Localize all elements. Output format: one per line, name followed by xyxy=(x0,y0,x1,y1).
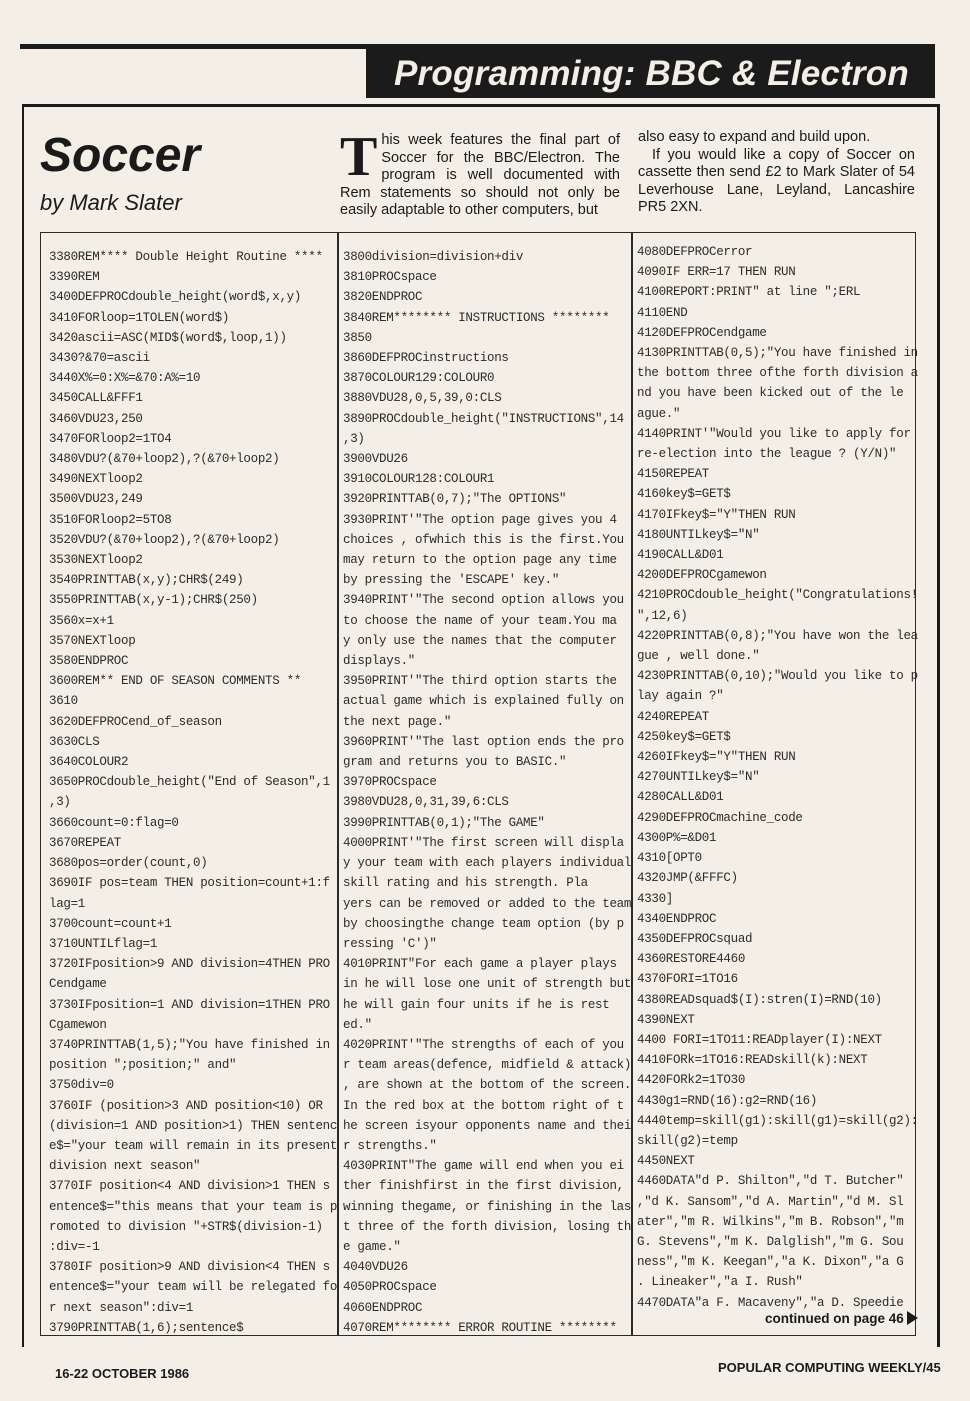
continued-note xyxy=(765,1311,918,1326)
code-line: 4270UNTILkey$="N" xyxy=(637,770,760,785)
code-line: 3470FORloop2=1TO4 xyxy=(49,431,172,446)
code-line: t three of the forth division, losing th xyxy=(343,1219,632,1234)
code-line: :div=-1 xyxy=(49,1239,100,1254)
intro-column-2 xyxy=(638,129,915,217)
code-line: 4180UNTILkey$="N" xyxy=(637,527,760,542)
code-line: 3690IF pos=team THEN position=count+1:f xyxy=(49,876,330,891)
code-line: 3630CLS xyxy=(49,734,100,749)
code-line: by pressing the 'ESCAPE' key." xyxy=(343,573,560,588)
code-line: 3460VDU23,250 xyxy=(49,411,143,426)
code-line: (division=1 AND position>1) THEN sentenc xyxy=(49,1118,338,1133)
code-line: ther finishfirst in the first division, xyxy=(343,1179,624,1194)
code-line: 4050PROCspace xyxy=(343,1280,437,1295)
code-line: 4360RESTORE4460 xyxy=(637,952,746,967)
code-line: 4020PRINT'"The strengths of each of you xyxy=(343,1037,624,1052)
code-line: r team areas(defence, midfield & attack) xyxy=(343,1058,632,1073)
code-line: 4100REPORT:PRINT" at line ";ERL xyxy=(637,285,861,300)
code-line: ed." xyxy=(343,1017,372,1032)
code-line: skill(g2)=temp xyxy=(637,1133,738,1148)
code-line: 3520VDU?(&70+loop2),?(&70+loop2) xyxy=(49,532,280,547)
code-line: 4150REPEAT xyxy=(637,467,710,482)
footer-page: POPULAR COMPUTING WEEKLY/45 xyxy=(718,1360,941,1375)
code-line: 4320JMP(&FFFC) xyxy=(637,871,738,886)
code-line: 4000PRINT'"The first screen will displa xyxy=(343,835,624,850)
code-line: division next season" xyxy=(49,1159,201,1174)
listing-column-1 xyxy=(49,247,339,1338)
code-line: 3380REM**** Double Height Routine **** xyxy=(49,250,323,264)
code-line: 4450NEXT xyxy=(637,1154,695,1169)
code-line: y only use the names that the computer xyxy=(343,633,617,648)
code-line: 4460DATA"d P. Shilton","d T. Butcher" xyxy=(637,1174,904,1189)
code-line: 3480VDU?(&70+loop2),?(&70+loop2) xyxy=(49,452,280,467)
code-line: r strengths." xyxy=(343,1138,437,1153)
code-line: 4210PROCdouble_height("Congratulations! xyxy=(637,588,918,603)
code-line: e game." xyxy=(343,1239,401,1254)
code-line: 4220PRINTTAB(0,8);"You have won the lea xyxy=(637,628,918,643)
code-line: 3820ENDPROC xyxy=(343,290,423,305)
code-line: lag=1 xyxy=(49,896,86,911)
code-line: lay again ?" xyxy=(637,689,724,704)
code-line: 3950PRINT'"The third option starts the xyxy=(343,674,617,689)
code-line: skill rating and his strength. Pla xyxy=(343,876,588,891)
code-line: re-election into the league ? (Y/N)" xyxy=(637,447,897,462)
code-line: 3560x=x+1 xyxy=(49,613,114,628)
code-line: 4430g1=RND(16):g2=RND(16) xyxy=(637,1093,818,1108)
code-line: 3390REM xyxy=(49,270,100,285)
code-line: he will gain four units if he is rest xyxy=(343,997,610,1012)
code-line: yers can be removed or added to the team xyxy=(343,896,632,911)
code-line: 3940PRINT'"The second option allows you xyxy=(343,593,624,608)
footer-date: 16-22 OCTOBER 1986 xyxy=(55,1366,190,1381)
code-line: 4290DEFPROCmachine_code xyxy=(637,810,803,825)
code-line: 4280CALL&D01 xyxy=(637,790,724,805)
code-line: 4130PRINTTAB(0,5);"You have finished in xyxy=(637,346,918,361)
code-line: 4060ENDPROC xyxy=(343,1300,423,1315)
code-line: G. Stevens","m K. Dalglish","m G. Sou xyxy=(637,1234,904,1249)
code-line: 4200DEFPROCgamewon xyxy=(637,568,767,583)
code-line: 4240REPEAT xyxy=(637,709,710,724)
code-line: nd you have been kicked out of the le xyxy=(637,386,904,401)
code-line: 3770IF position<4 AND division>1 THEN s xyxy=(49,1179,330,1194)
code-line: 3700count=count+1 xyxy=(49,916,172,931)
code-line: 3890PROCdouble_height("INSTRUCTIONS",14 xyxy=(343,411,624,426)
code-line: 4070REM******** ERROR ROUTINE ******** xyxy=(343,1320,617,1335)
code-line: 3670REPEAT xyxy=(49,835,122,850)
code-line: 3870COLOUR129:COLOUR0 xyxy=(343,371,495,386)
code-line: 3710UNTILflag=1 xyxy=(49,936,158,951)
code-line: e$="your team will remain in its present xyxy=(49,1138,338,1153)
code-line: 4120DEFPROCendgame xyxy=(637,325,767,340)
code-line: 3970PROCspace xyxy=(343,775,437,790)
code-line: 3920PRINTTAB(0,7);"The OPTIONS" xyxy=(343,492,567,507)
code-line: 3680pos=order(count,0) xyxy=(49,856,208,871)
code-line: position ";position;" and" xyxy=(49,1058,237,1073)
code-line: 3610 xyxy=(49,694,78,709)
code-line: 3750div=0 xyxy=(49,1078,114,1093)
code-line: 4370FORI=1TO16 xyxy=(637,972,738,987)
code-line: 3440X%=0:X%=&70:A%=10 xyxy=(49,371,201,386)
code-line: ness","m K. Keegan","a K. Dixon","a G xyxy=(637,1255,904,1270)
code-line: 4420FORk2=1TO30 xyxy=(637,1073,746,1088)
code-line: 3540PRINTTAB(x,y);CHR$(249) xyxy=(49,573,244,588)
code-line: , are shown at the bottom of the screen. xyxy=(343,1078,632,1093)
code-line: 4400 FORI=1TO11:READplayer(I):NEXT xyxy=(637,1032,882,1047)
code-line: 4260IFkey$="Y"THEN RUN xyxy=(637,750,796,765)
code-line: 4030PRINT"The game will end when you ei xyxy=(343,1159,624,1174)
code-line: 4310[OPT0 xyxy=(637,851,702,866)
drop-cap: T xyxy=(340,126,378,188)
code-line: 3430?&70=ascii xyxy=(49,351,150,366)
code-line: 3930PRINT'"The option page gives you 4 xyxy=(343,512,617,527)
code-line: choices , ofwhich this is the first.You xyxy=(343,532,624,547)
code-line: 4440temp=skill(g1):skill(g1)=skill(g2): xyxy=(637,1113,918,1128)
code-line: 4160key$=GET$ xyxy=(637,487,731,502)
code-line: 3650PROCdouble_height("End of Season",1 xyxy=(49,775,330,790)
code-line: 3620DEFPROCend_of_season xyxy=(49,714,222,729)
code-line: entence$="your team will be relegated fo xyxy=(49,1280,338,1295)
code-line: 4410FORk=1TO16:READskill(k):NEXT xyxy=(637,1053,868,1068)
section-banner: Programming: BBC & Electron xyxy=(366,49,935,98)
code-line: 3810PROCspace xyxy=(343,270,437,285)
code-line: 3640COLOUR2 xyxy=(49,755,129,770)
code-line: 4140PRINT'"Would you like to apply for xyxy=(637,426,911,441)
code-line: entence$="this means that your team is p xyxy=(49,1199,338,1214)
code-line: 3570NEXTloop xyxy=(49,633,136,648)
code-line: 3960PRINT'"The last option ends the pro xyxy=(343,734,624,749)
code-line: to choose the name of your team.You ma xyxy=(343,613,617,628)
code-line: ,3) xyxy=(343,431,365,446)
code-line: the next page." xyxy=(343,714,452,729)
code-line: 3850 xyxy=(343,330,372,345)
code-line: 3510FORloop2=5TO8 xyxy=(49,512,172,527)
intro-column-1 xyxy=(340,126,620,220)
code-line: he screen isyour opponents name and thei xyxy=(343,1118,632,1133)
intro-text-2b: If you would like a copy of Soccer on cassette then send £2 to Mark Slater of 54 Leverhouse Lane, Leyland, Lancashire PR5 2XN. xyxy=(638,146,915,215)
intro-text-1: his week features the final part of Soccer for the BBC/Electron. The program is well documented with Rem statements so should not only be easily adaptable to other computers, but xyxy=(340,132,620,218)
code-line: 3990PRINTTAB(0,1);"The GAME" xyxy=(343,815,545,830)
code-line: 3840REM******** INSTRUCTIONS ******** xyxy=(343,310,610,325)
code-line: 3410FORloop=1TOLEN(word$) xyxy=(49,310,230,325)
code-line: 4330] xyxy=(637,891,674,906)
code-line: 4470DATA"a F. Macaveny","a D. Speedie xyxy=(637,1295,904,1310)
code-line: 3580ENDPROC xyxy=(49,654,129,669)
code-line: ,3) xyxy=(49,795,71,810)
code-line: 3790PRINTTAB(1,6);sentence$ xyxy=(49,1320,244,1335)
code-line: . Lineaker","a I. Rush" xyxy=(637,1275,803,1290)
code-line: ater","m R. Wilkins","m B. Robson","m xyxy=(637,1214,904,1229)
code-line: gue , well done." xyxy=(637,649,760,664)
code-line: 4250key$=GET$ xyxy=(637,729,731,744)
code-line: 4090IF ERR=17 THEN RUN xyxy=(637,265,796,280)
code-line: 3490NEXTloop2 xyxy=(49,472,143,487)
code-line: 3420ascii=ASC(MID$(word$,loop,1)) xyxy=(49,330,287,345)
code-line: 4350DEFPROCsquad xyxy=(637,931,753,946)
code-line: 4110END xyxy=(637,305,688,320)
code-line: 3860DEFPROCinstructions xyxy=(343,351,509,366)
code-line: 4170IFkey$="Y"THEN RUN xyxy=(637,507,796,522)
code-line: 3980VDU28,0,31,39,6:CLS xyxy=(343,795,509,810)
listing-column-3 xyxy=(637,242,918,1313)
code-line: 3720IFposition>9 AND division=4THEN PRO xyxy=(49,957,330,972)
code-line: 4040VDU26 xyxy=(343,1260,408,1275)
code-line: 4380READsquad$(I):stren(I)=RND(10) xyxy=(637,992,882,1007)
code-line: ague." xyxy=(637,406,681,421)
code-line: 4010PRINT"For each game a player plays xyxy=(343,957,617,972)
code-line: 3880VDU28,0,5,39,0:CLS xyxy=(343,391,502,406)
code-line: 4390NEXT xyxy=(637,1012,695,1027)
code-line: 3500VDU23,249 xyxy=(49,492,143,507)
code-line: 3660count=0:flag=0 xyxy=(49,815,179,830)
code-line: romoted to division "+STR$(division-1) xyxy=(49,1219,323,1234)
code-line: 3550PRINTTAB(x,y-1);CHR$(250) xyxy=(49,593,258,608)
code-line: in he will lose one unit of strength but xyxy=(343,977,632,992)
code-line: by choosingthe change team option (by p xyxy=(343,916,624,931)
code-line: ,"d K. Sansom","d A. Martin","d M. Sl xyxy=(637,1194,904,1209)
code-line: 4300P%=&D01 xyxy=(637,830,717,845)
code-line: 3740PRINTTAB(1,5);"You have finished in xyxy=(49,1037,330,1052)
code-line: 3530NEXTloop2 xyxy=(49,553,143,568)
code-line: 3730IFposition=1 AND division=1THEN PRO xyxy=(49,997,330,1012)
code-line: winning thegame, or finishing in the las xyxy=(343,1199,632,1214)
article-title: Soccer xyxy=(40,129,201,182)
code-line: 3400DEFPROCdouble_height(word$,x,y) xyxy=(49,290,302,305)
code-line: r next season":div=1 xyxy=(49,1300,194,1315)
program-listing xyxy=(40,232,916,1336)
code-line: 4230PRINTTAB(0,10);"Would you like to p xyxy=(637,669,918,684)
continued-text: continued on page 46 xyxy=(765,1311,904,1326)
code-line: 3910COLOUR128:COLOUR1 xyxy=(343,472,495,487)
code-line: 3600REM** END OF SEASON COMMENTS ** xyxy=(49,674,302,689)
code-line: Cgamewon xyxy=(49,1017,107,1032)
code-line: may return to the option page any time xyxy=(343,553,617,568)
listing-column-2 xyxy=(343,247,633,1338)
code-line: gram and returns you to BASIC." xyxy=(343,755,567,770)
code-line: 4190CALL&D01 xyxy=(637,548,724,563)
code-line: displays." xyxy=(343,654,416,669)
arrow-right-icon xyxy=(907,1311,918,1325)
code-line: 3450CALL&FFF1 xyxy=(49,391,143,406)
code-line: Cendgame xyxy=(49,977,107,992)
code-line: ",12,6) xyxy=(637,608,688,623)
code-line: 4340ENDPROC xyxy=(637,911,717,926)
code-line: actual game which is explained fully on xyxy=(343,694,624,709)
code-line: ressing 'C')" xyxy=(343,936,437,951)
intro-text-2a: also easy to expand and build upon. xyxy=(638,129,871,145)
code-line: y your team with each players individual xyxy=(343,856,632,871)
code-line: 3900VDU26 xyxy=(343,452,408,467)
code-line: the bottom three ofthe forth division a xyxy=(637,366,918,381)
article-byline: by Mark Slater xyxy=(40,190,182,215)
code-line: 3760IF (position>3 AND position<10) OR xyxy=(49,1098,323,1113)
code-line: 4080DEFPROCerror xyxy=(637,245,753,259)
code-line: 3780IF position>9 AND division<4 THEN s xyxy=(49,1260,330,1275)
code-line: 3800division=division+div xyxy=(343,250,524,264)
code-line: In the red box at the bottom right of t xyxy=(343,1098,624,1113)
